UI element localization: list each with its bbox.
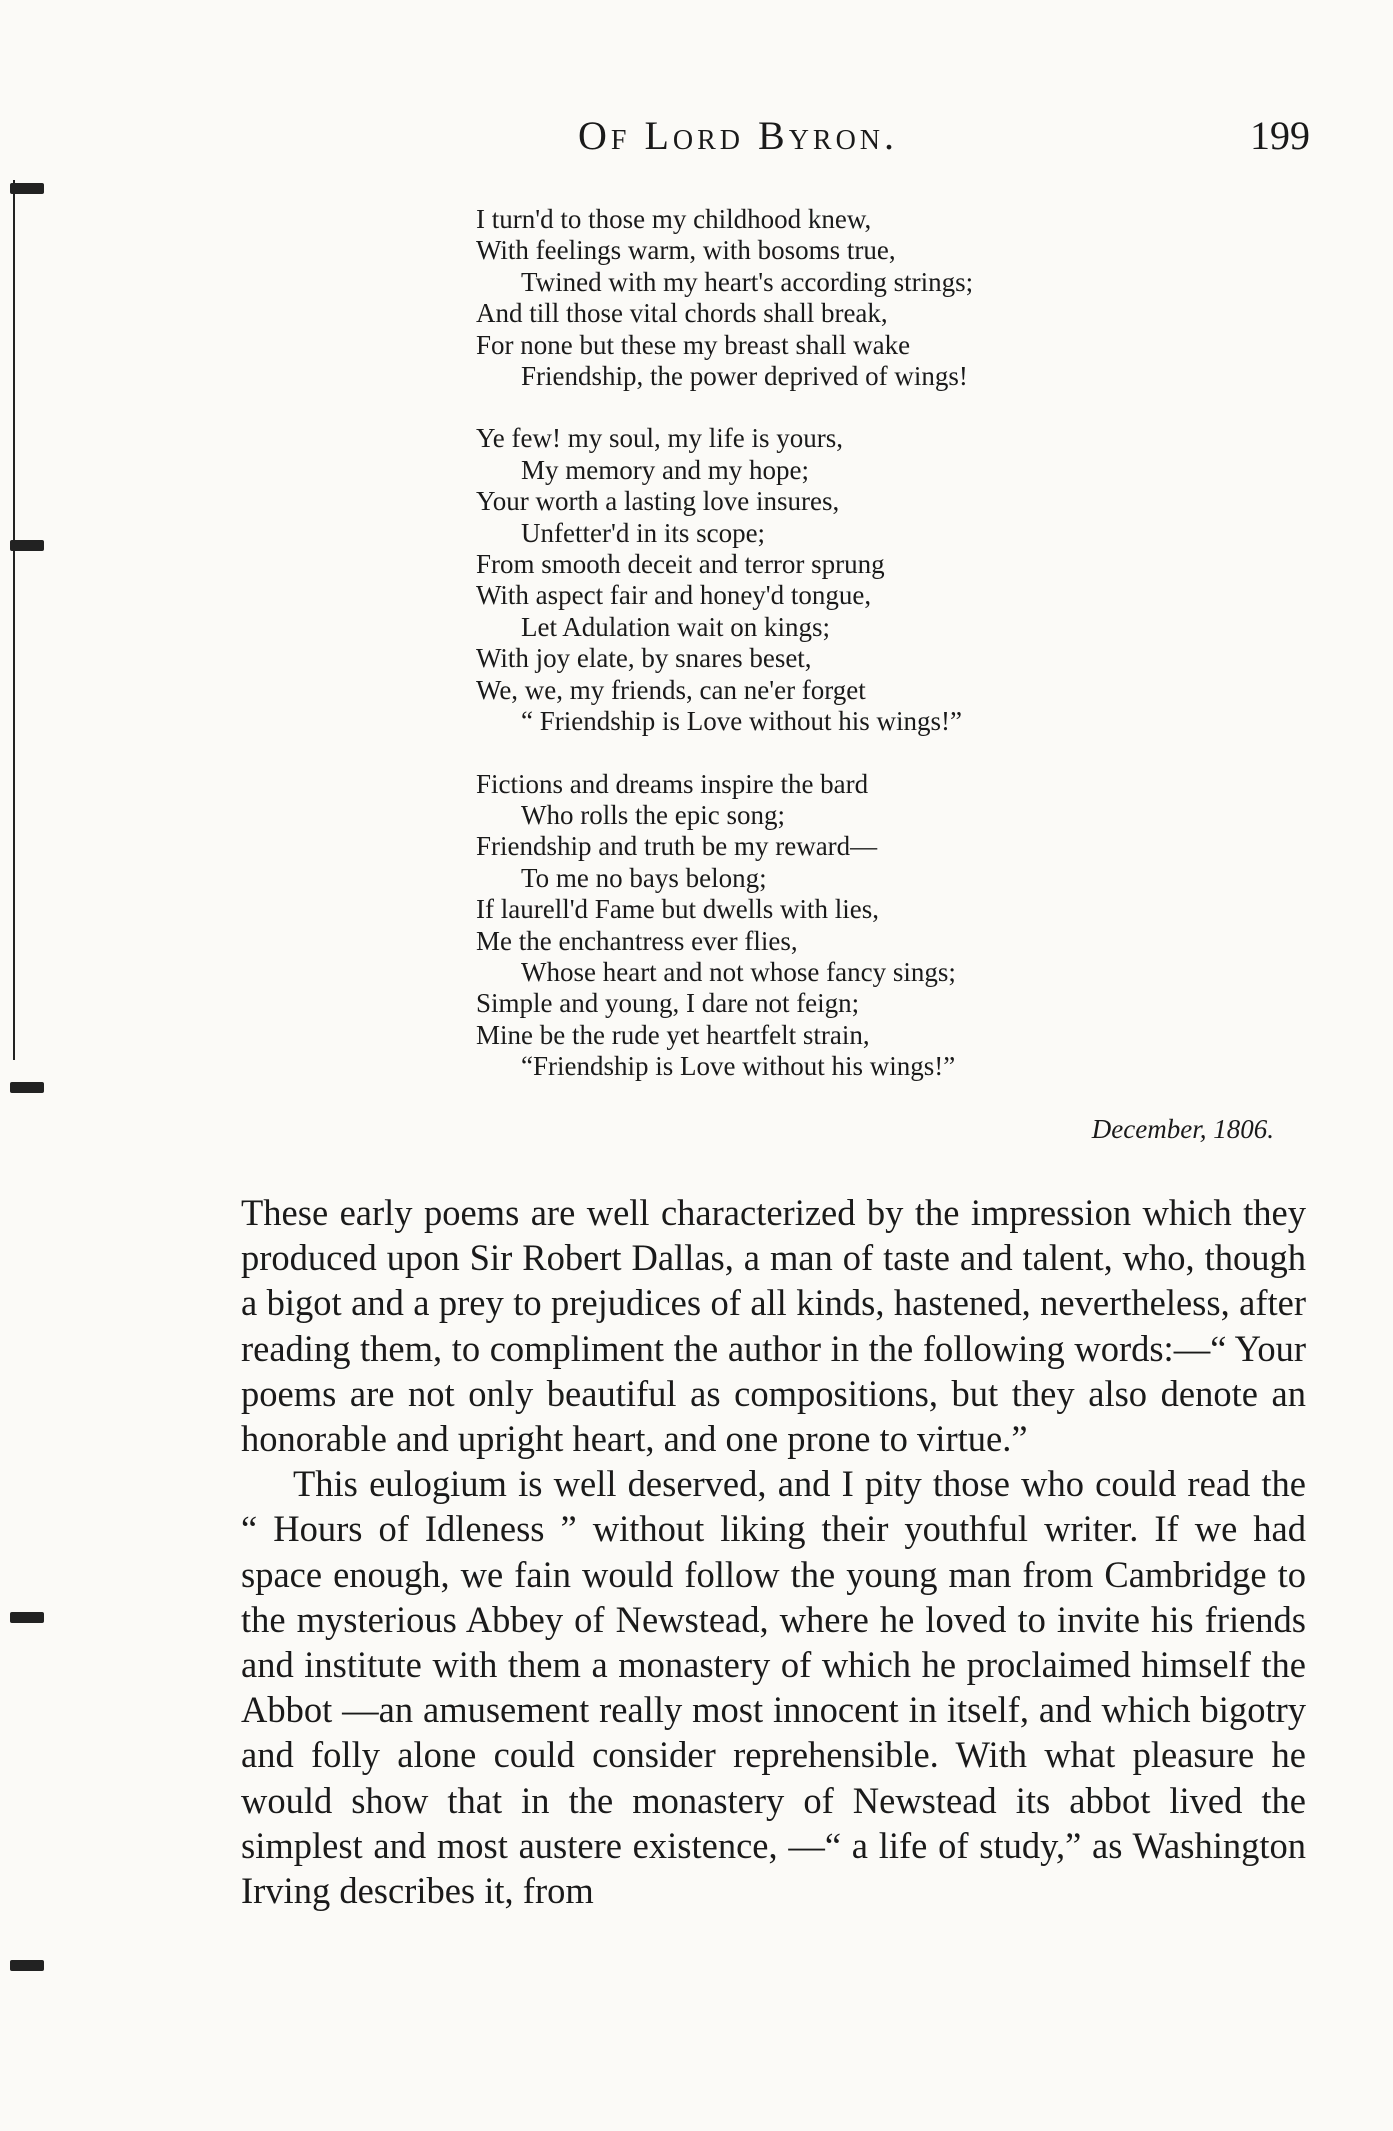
prose-body [241, 1190, 1306, 1913]
verse-line: Who rolls the epic song; [521, 799, 785, 830]
verse-line: Me the enchantress ever flies, [476, 925, 798, 956]
verse-line: With joy elate, by snares beset, [476, 643, 812, 674]
verse-line: “ Friendship is Love without his wings!” [521, 706, 962, 737]
verse-line: “Friendship is Love without his wings!” [521, 1051, 956, 1082]
verse-line: With aspect fair and honey'd tongue, [476, 580, 872, 611]
verse-line: For none but these my breast shall wake [476, 329, 911, 360]
paragraph: These early poems are well characterized by the impression which they produced upon Sir Robert Dallas, a man of taste and talent, who, though a bigot and a prey to prejudices of all kinds, hastened, nevertheless, after reading them, to compliment the author in the following words:—“ Your poems are not only beautiful as compositions, but they also denote an honorable and upright heart, and one prone to virtue.” [241, 1192, 1306, 1460]
verse-line: Simple and young, I dare not feign; [476, 988, 860, 1019]
verse-line: Whose heart and not whose fancy sings; [521, 956, 956, 987]
verse-line: Mine be the rude yet heartfelt strain, [476, 1019, 870, 1050]
verse-line: Your worth a lasting love insures, [476, 486, 840, 517]
verse-line: We, we, my friends, can ne'er forget [476, 674, 866, 705]
stanza [476, 423, 1296, 737]
verse-line: Let Adulation wait on kings; [521, 611, 830, 642]
margin-mark [10, 540, 44, 551]
verse-line: With feelings warm, with bosoms true, [476, 235, 896, 266]
margin-mark [10, 183, 44, 194]
verse-line: Twined with my heart's according strings; [521, 266, 974, 297]
verse-line: To me no bays belong; [521, 862, 767, 893]
verse-line: Ye few! my soul, my life is yours, [476, 423, 843, 454]
running-title: Of Lord Byron. [578, 113, 899, 158]
poem [476, 204, 1296, 1114]
running-head [570, 112, 1310, 168]
margin-mark [10, 1082, 44, 1093]
verse-line: Friendship, the power deprived of wings! [521, 361, 968, 392]
verse-line: I turn'd to those my childhood knew, [476, 204, 872, 234]
verse-line: Unfetter'd in its scope; [521, 517, 766, 548]
paragraph: This eulogium is well deserved, and I pity those who could read the “ Hours of Idleness ” without liking their youthful writer. If we had space enough, we fain would follow the young man from Cambridge to the mysterious Abbey of Newstead, where he loved to invite his friends and institute with them a monastery of which he proclaimed himself the Abbot —an amusement really most innocent in itself, and which bigotry and folly alone could consider reprehensible. With what pleasure he would show that in the monastery of Newstead its abbot lived the simplest and most austere existence, —“ a life of study,” as Washington Irving describes it, from [241, 1463, 1306, 1912]
poem-date: December, 1806. [1091, 1114, 1274, 1144]
verse-line: My memory and my hope; [521, 454, 809, 485]
verse-line: And till those vital chords shall break, [476, 298, 888, 329]
margin-mark [10, 1960, 44, 1971]
stanza [476, 204, 1296, 392]
stanza [476, 769, 1296, 1083]
margin-marks [0, 0, 60, 2131]
verse-line: If laurell'd Fame but dwells with lies, [476, 894, 880, 925]
verse-line: From smooth deceit and terror sprung [476, 549, 885, 580]
verse-line: Friendship and truth be my reward— [476, 831, 878, 862]
margin-mark [10, 1612, 44, 1623]
page-number: 199 [1250, 113, 1310, 158]
margin-rule [13, 180, 15, 1060]
verse-line: Fictions and dreams inspire the bard [476, 768, 869, 799]
